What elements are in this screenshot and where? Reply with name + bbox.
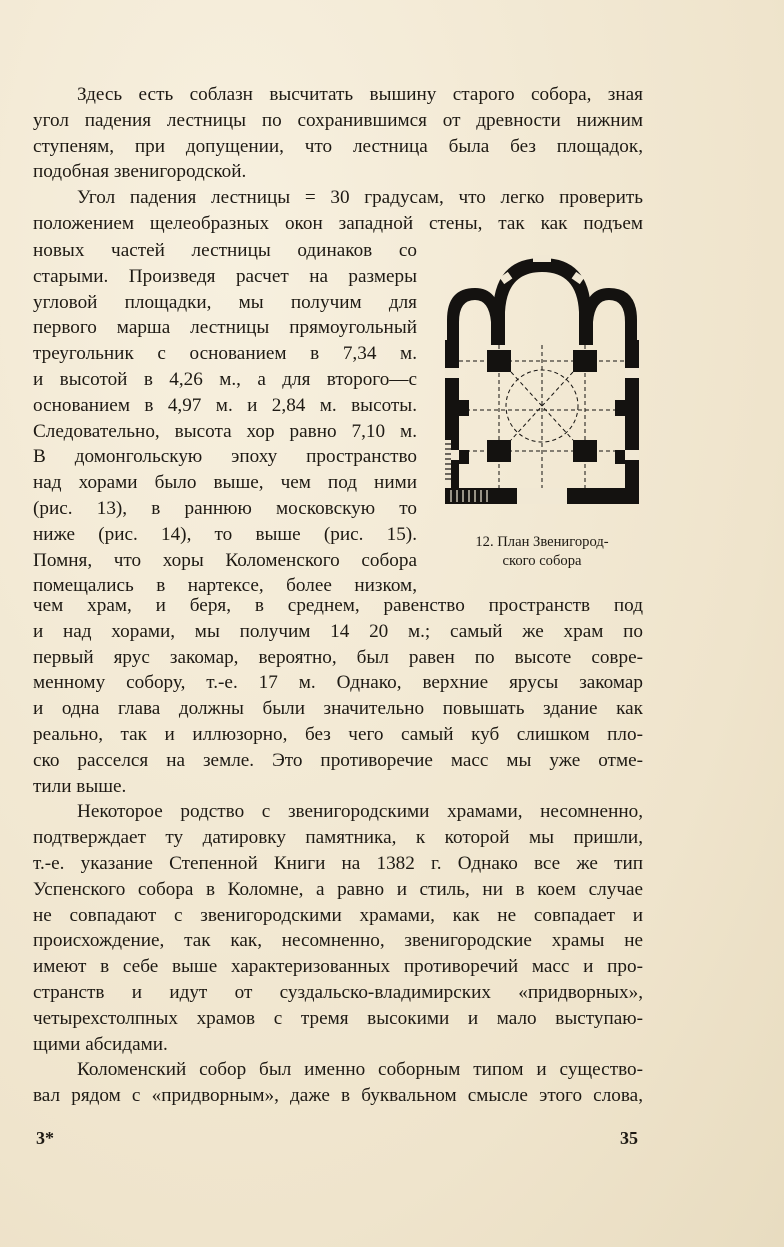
text-line: Следовательно, высота хор равно 7,10 м.: [33, 420, 417, 442]
text-line: происхождение, так как, несомненно, звенигородские храмы не: [33, 930, 643, 952]
figure-caption: [437, 533, 647, 571]
text-line: Коломенский собор был именно соборным типом и существо-: [77, 1059, 643, 1081]
text-line: вал рядом с «придворным», даже в буквальном смысле этого слова,: [33, 1085, 643, 1107]
text-line: т.-е. указание Степенной Книги на 1382 г. Однако все же тип: [33, 852, 643, 874]
paragraph-intro: [33, 82, 643, 237]
text-line: не совпадают с звенигородскими храмами, как не совпадает и: [33, 904, 643, 926]
text-line: Успенского собора в Коломне, а равно и стиль, ни в коем случае: [33, 878, 643, 900]
text-line: чем храм, и беря, в среднем, равенство пространств под: [33, 595, 643, 616]
text-line: угол падения лестницы по сохранившимся от древности нижним: [33, 109, 643, 131]
text-line: щими абсидами.: [33, 1033, 168, 1055]
text-line: ско расселся на земле. Это противоречие масс мы уже отме-: [33, 749, 643, 771]
text-line: четырехстолпных храмов с тремя высокими и мало выступаю-: [33, 1007, 643, 1029]
paragraph-main: [33, 593, 643, 1109]
text-line: реально, так и иллюзорно, без чего самый куб слишком пло-: [33, 723, 643, 745]
text-line: и одна глава должны были значительно повышать здание как: [33, 698, 643, 720]
text-line: положением щелеобразных окон западной стены, так как подъем: [33, 212, 643, 234]
text-line: В домонгольскую эпоху пространство: [33, 446, 417, 468]
text-line: треугольник с основанием в 7,34 м.: [33, 343, 417, 365]
text-line: первый ярус закомар, вероятно, был равен по высоте совре-: [33, 646, 643, 668]
signature-mark: 3*: [36, 1128, 54, 1148]
text-line: Некоторое родство с звенигородскими храмами, несомненно,: [77, 801, 643, 823]
caption-line: 12. План Звенигород-: [475, 534, 609, 550]
cathedral-floor-plan-illustration: [437, 250, 647, 516]
text-line: Помня, что хоры Коломенского собора: [33, 549, 417, 571]
text-line: Здесь есть соблазн высчитать вышину старого собора, зная: [77, 84, 643, 105]
text-line: менному собору, т.-е. 17 м. Однако, верхние ярусы закомар: [33, 672, 643, 694]
text-line: и над хорами, мы получим 14 20 м.; самый же храм по: [33, 620, 643, 642]
text-line: Угол падения лестницы = 30 градусам, что легко проверить: [77, 187, 643, 209]
text-line: имеют в себе выше характеризованных противоречий масс и про-: [33, 956, 643, 978]
paragraph-side-column: [33, 238, 417, 599]
text-line: новых частей лестницы одинаков со: [33, 240, 417, 261]
text-line: старыми. Произведя расчет на размеры: [33, 265, 417, 287]
text-line: ниже (рис. 14), то выше (рис. 15).: [33, 523, 417, 545]
text-line: подтверждает ту датировку памятника, к которой мы пришли,: [33, 827, 643, 849]
text-line: и высотой в 4,26 м., а для второго—с: [33, 368, 417, 390]
text-line: странств и идут от суздальско-владимирских «придворных»,: [33, 981, 643, 1003]
page-number: 35: [620, 1128, 638, 1148]
text-line: первого марша лестницы прямоугольный: [33, 317, 417, 339]
text-line: (рис. 13), в раннюю московскую то: [33, 497, 417, 519]
caption-line: ского собора: [502, 553, 582, 569]
text-line: основанием в 4,97 м. и 2,84 м. высоты.: [33, 394, 417, 416]
floor-plan-figure: [437, 250, 647, 516]
text-line: помещались в нартексе, более низком,: [33, 575, 417, 597]
text-line: над хорами было выше, чем под ними: [33, 472, 417, 494]
text-line: подобная звенигородской.: [33, 161, 247, 183]
text-line: тили выше.: [33, 775, 127, 797]
text-line: ступеням, при допущении, что лестница была без площадок,: [33, 135, 643, 157]
text-line: угловой площадки, мы получим для: [33, 291, 417, 313]
